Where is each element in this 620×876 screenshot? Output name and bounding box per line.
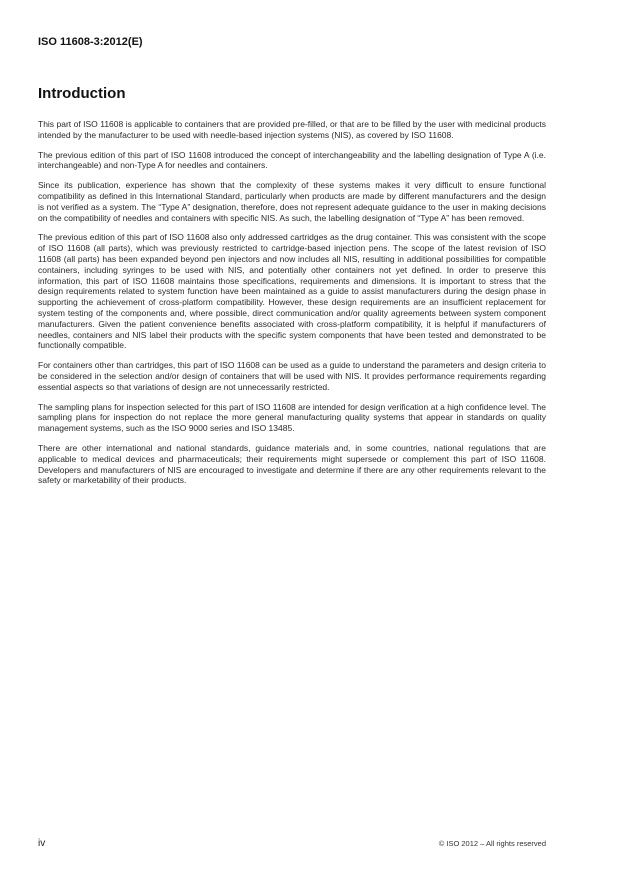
document-id: ISO 11608-3:2012(E) [38, 36, 143, 48]
section-body [38, 119, 546, 495]
page-number: iv [38, 838, 46, 849]
paragraph-2: The previous edition of this part of ISO 11608 introduced the concept of interchangeability and the labelling designation of Type A (i.e. interchangeable) and non-Type A for needles and containers. [38, 149, 546, 171]
copyright-notice: © ISO 2012 – All rights reserved [438, 839, 546, 848]
paragraph-7: There are other international and national standards, guidance materials and, in some countries, national regulations that are applicable to medical devices and pharmaceuticals; their requirements might supersede or complement this part of ISO 11608. Developers and manufacturers of NIS are encouraged to investigate and determine if there are any other requirements relevant to the safety or marketability of their products. [38, 442, 546, 486]
paragraph-5: For containers other than cartridges, this part of ISO 11608 can be used as a guide to understand the parameters and design criteria to be considered in the selection and/or design of containers that will be used with NIS. It provides performance requirements regarding essential aspects so that variations of design are not unnecessarily restricted. [38, 360, 546, 392]
paragraph-4: The previous edition of this part of ISO 11608 also only addressed cartridges as the drug container. This was consistent with the scope of ISO 11608 (all parts), which was previously restricted to cartridge-based injection pens. The scope of the latest revision of ISO 11608 (all parts) has been expanded beyond pen injectors and now includes all NIS, resulting in additional possibilities for compatible containers, including syringes to be used with NIS, and potentially other containers not yet defined. In order to preserve this information, this part of ISO 11608 maintains those specifications, requirements and dimensions. It is important to stress that the design requirements related to system function have been maintained as a guide to assist manufacturers during the design phase in supporting the achievement of cross-platform compatibility. However, these design requirements are an insufficient replacement for system testing of the components and, where possible, direct communication and/or quality agreements between system component manufacturers. Given the patient convenience benefits associated with cross-platform compatibility, it is helpful if manufacturers of needles, containers and NIS label their products with the specific system components that have been tested and demonstrated to be functionally compatible. [38, 232, 546, 351]
paragraph-3: Since its publication, experience has shown that the complexity of these systems makes it very difficult to ensure functional compatibility as defined in this International Standard, particularly when products are made by different manufacturers and the design is not verified as a system. The “Type A” designation, therefore, does not represent adequate guidance to the user in making decisions on the compatibility of needles and containers with specific NIS. As such, the labelling designation of “Type A” has been removed. [38, 180, 546, 223]
section-heading: Introduction [38, 85, 126, 102]
paragraph-1: This part of ISO 11608 is applicable to containers that are provided pre-filled, or that are to be filled by the user with medicinal products intended by the manufacturer to be used with needle-based injection systems (NIS), as covered by ISO 11608. [38, 119, 546, 140]
paragraph-6: The sampling plans for inspection selected for this part of ISO 11608 are intended for design verification at a high confidence level. The sampling plans for inspection do not replace the more general manufacturing quality systems that appear in standards on quality management systems, such as the ISO 9000 series and ISO 13485. [38, 401, 546, 434]
